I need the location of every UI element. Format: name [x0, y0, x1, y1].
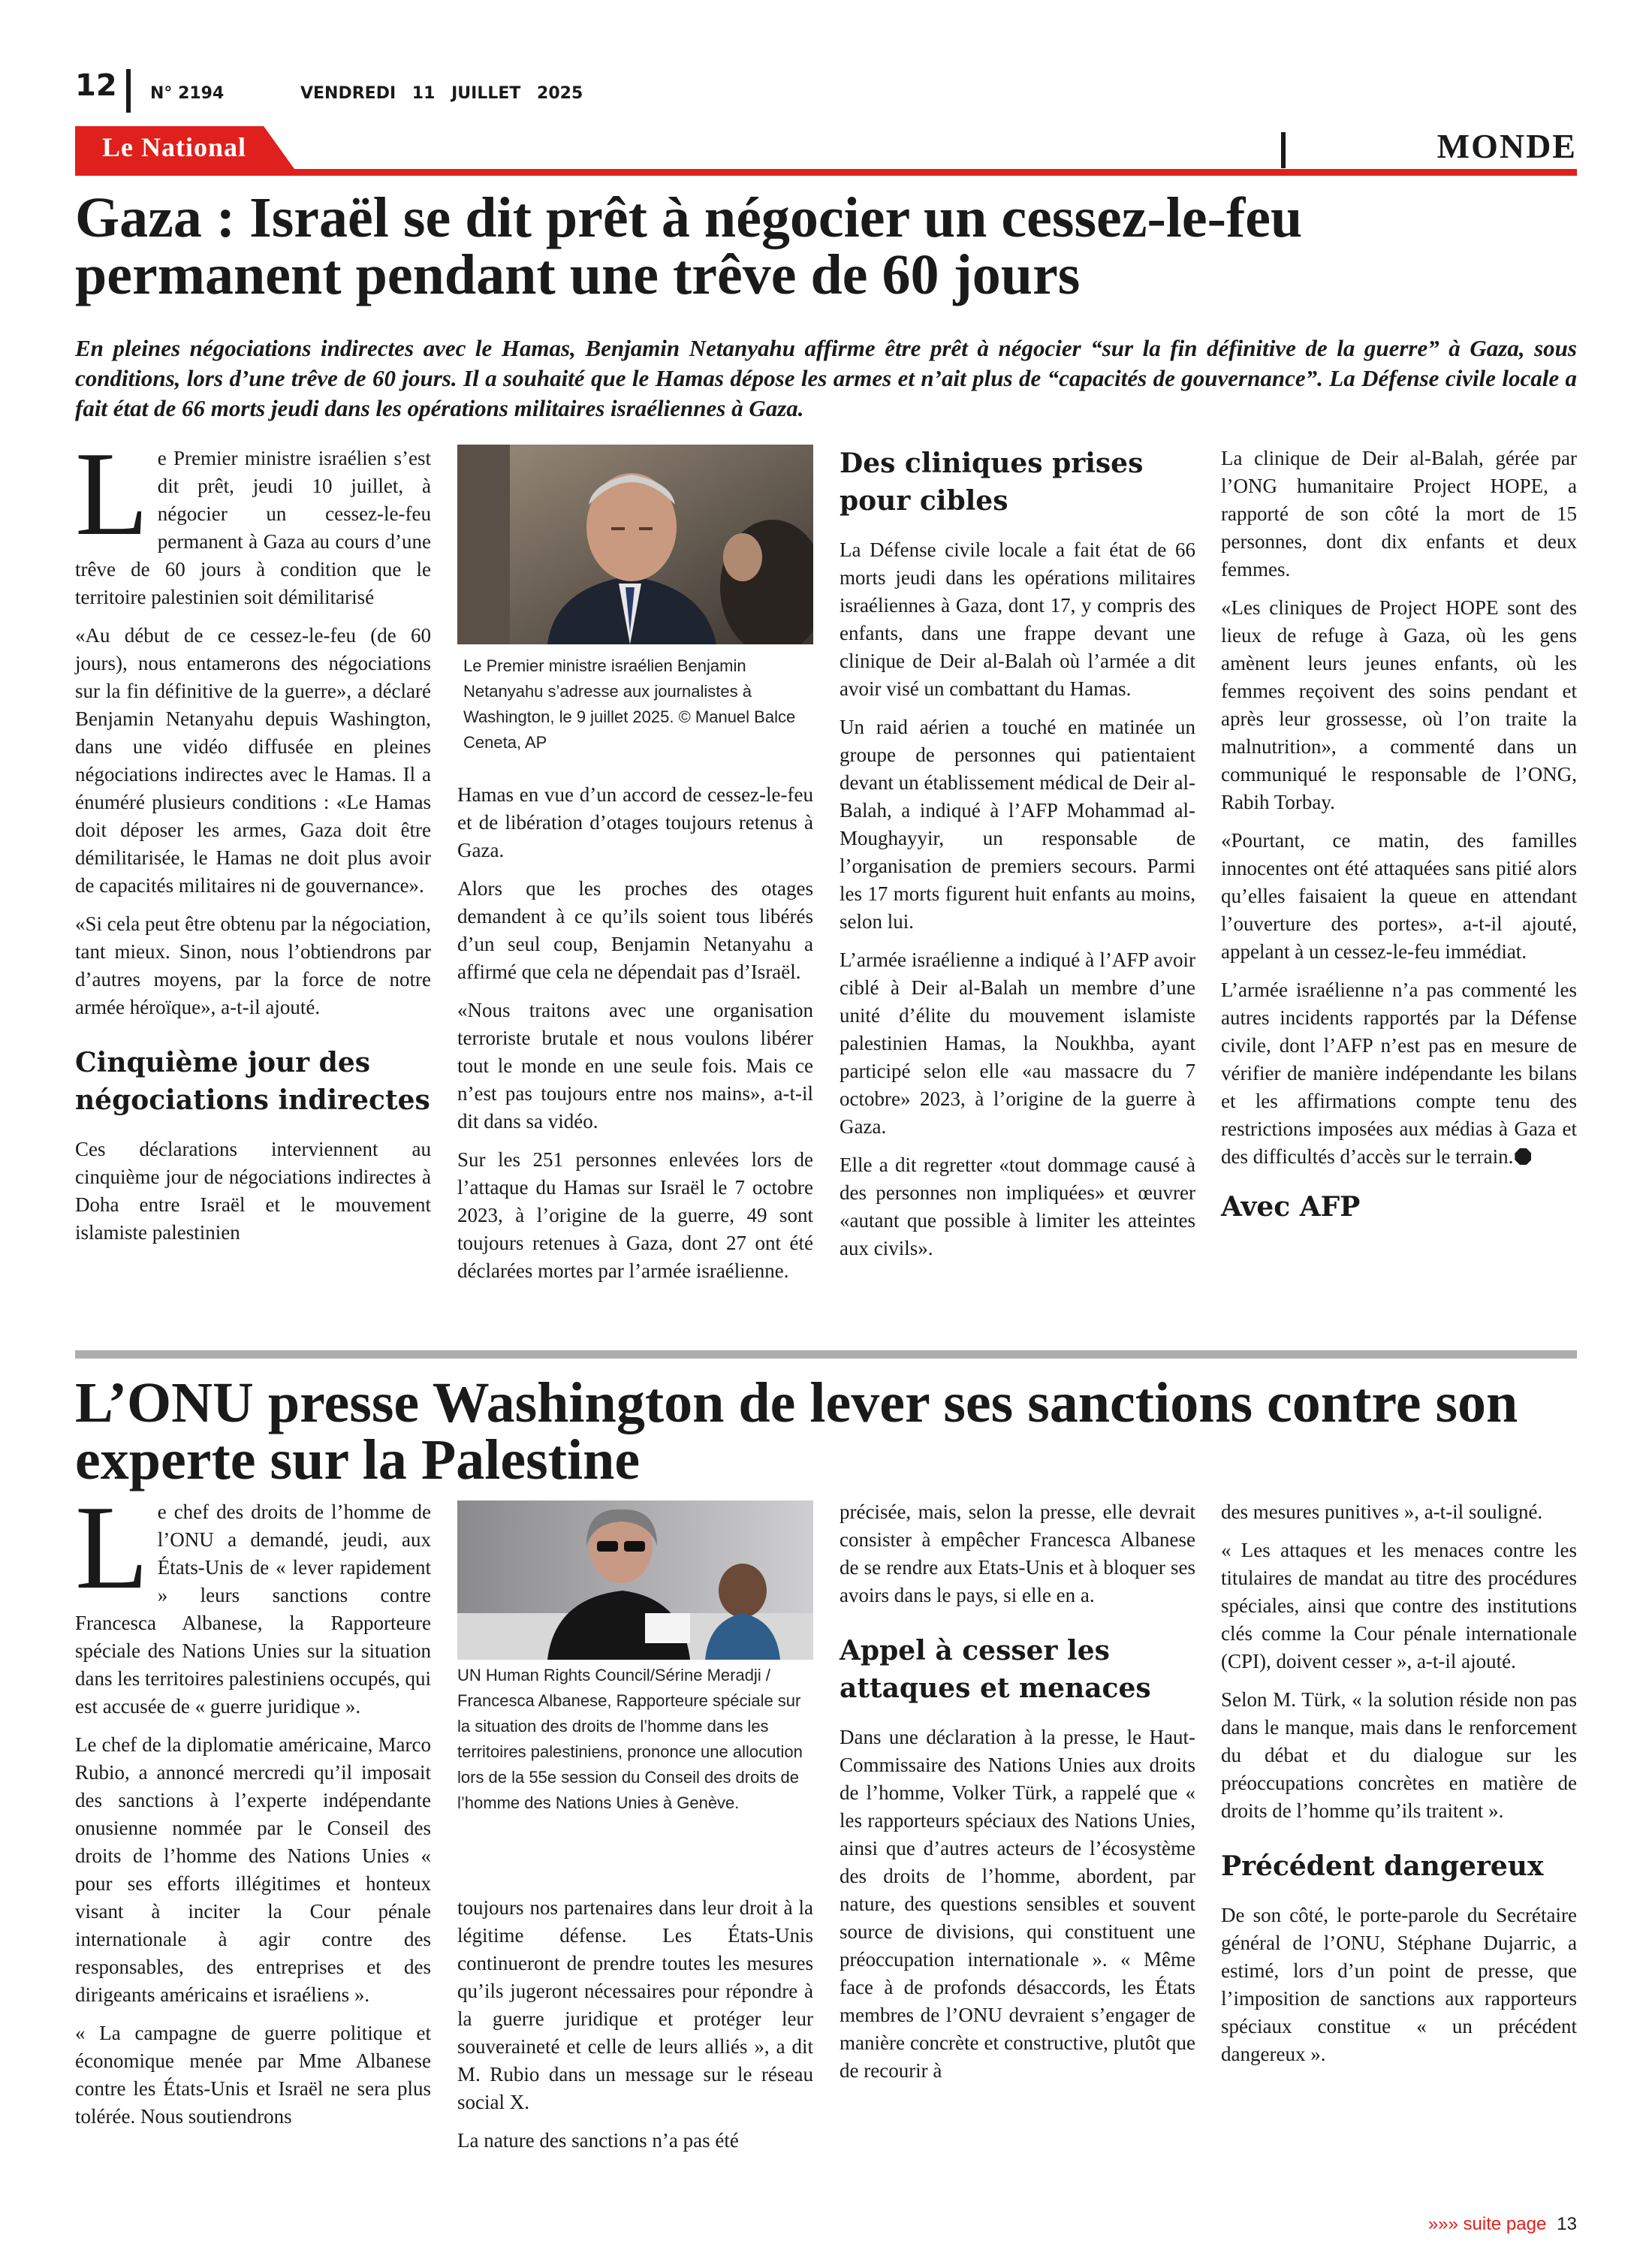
- paragraph: Alors que les proches des otages demandent à ce qu’ils soient tous libérés d’un seul coup, Benjamin Netanyahu a affirmé que cela ne dépendait pas d’Israël.: [457, 877, 813, 983]
- paragraph: Le chef de la diplomatie américaine, Marco Rubio, a annoncé mercredi qu’il imposait des sanctions à l’experte indépendante onusienne nommée par le Conseil des droits de l’homme des Nations Unies « pour ses efforts illégitimes et honteux visant à inciter la Cour pénale internationale à agir contre des responsables, des entreprises et des dirigeants américains et israéliens ».: [75, 1733, 431, 2006]
- section-title: MONDE: [1436, 127, 1577, 165]
- paragraph: « Les attaques et les menaces contre les titulaires de mandat au titre des procédures spéciales, ainsi que contre des institutions clés comme la Cour pénale internationale (CPI), doivent cesser », a-t-il ajouté.: [1221, 1539, 1577, 1672]
- continued-page: 13: [1557, 2214, 1577, 2234]
- article1-lead: En pleines négociations indirectes avec le Hamas, Benjamin Netanyahu affirme être prêt à négocier “sur la fin définitive de la guerre” à Gaza, sous conditions, lors d’une trêve de 60 jours. Il a souhaité que le Hamas dépose les armes et n’ait plus de “capacités de gouvernance”. La Défense civile locale a fait état de 66 morts jeudi dans les opérations militaires israéliennes à Gaza.: [75, 335, 1577, 421]
- subheading: Appel à cesser les attaques et menaces: [840, 1635, 1151, 1704]
- paragraph: des mesures punitives », a-t-il souligné.: [1221, 1500, 1543, 1523]
- paragraph: La nature des sanctions n’a pas été: [457, 2129, 739, 2152]
- article2-column-2: [457, 1894, 813, 2165]
- article2-column-4: [1221, 1498, 1577, 2079]
- paragraph: Ces déclarations interviennent au cinquième jour de négociations indirectes à Doha entre Israël et le mouvement islamiste palestinien: [75, 1138, 431, 1244]
- paragraph: L’armée israélienne n’a pas commenté les autres incidents rapportés par la Défense civile, dont l’AFP n’est pas en mesure de vérifier de manière indépendante les bilans et les affirmations compte tenu des restrictions imposées aux médias à Gaza et des difficultés d’accès sur le terrain.: [1221, 979, 1577, 1168]
- drop-cap: L: [75, 1480, 149, 1614]
- article1-photo: [457, 445, 813, 644]
- paragraph: e chef des droits de l’homme de l’ONU a demandé, jeudi, aux États-Unis de « lever rapidement » leurs sanctions contre Francesca Albanese, la Rapporteure spéciale des Nations Unies sur la situation dans les territoires palestiniens occupés, qui est accusée de « guerre juridique ».: [75, 1500, 431, 1718]
- paragraph: La clinique de Deir al-Balah, gérée par l’ONG humanitaire Project HOPE, a rapporté de son côté la mort de 15 personnes, dont dix enfants et deux femmes.: [1221, 447, 1577, 581]
- byline: Avec AFP: [1221, 1191, 1361, 1223]
- paragraph: « La campagne de guerre politique et économique menée par Mme Albanese contre les États-Unis et Israël ne sera plus tolérée. Nous soutiendrons: [75, 2022, 431, 2128]
- paragraph: Un raid aérien a touché en matinée un groupe de personnes qui patientaient devant un établissement médical de Deir al-Balah, a indiqué à l’AFP Mohammad al-Moughayyir, un responsable de l’organisation de premiers secours. Parmi les 17 morts figurent huit enfants au moins, selon lui.: [840, 716, 1195, 933]
- drop-cap: L: [75, 427, 149, 560]
- article2-column-1: [75, 1480, 431, 2141]
- subheading: Des cliniques prises pour cibles: [840, 448, 1144, 517]
- article-separator: [75, 1350, 1577, 1359]
- paragraph: «Au début de ce cessez-le-feu (de 60 jours), nous entamerons des négociations sur la fin définitive de la guerre», a déclaré Benjamin Netanyahu depuis Washington, dans une vidéo diffusée en pleines négociations indirectes avec le Hamas. Il a énuméré plusieurs conditions : «Le Hamas doit déposer les armes, Gaza doit être démilitarisée, le Hamas ne doit plus avoir de capacités militaires ni de gouvernance».: [75, 624, 431, 897]
- continued-label: »»» suite page: [1427, 2214, 1547, 2234]
- article2-column-3: [840, 1498, 1195, 2095]
- article1-column-1: [75, 427, 431, 1257]
- paragraph: La Défense civile locale a fait état de 66 morts jeudi dans les opérations militaires israéliennes à Gaza, dont 17, y compris des enfants, dans une frappe devant une clinique de Deir al-Balah où l’armée a dit avoir visé un combattant du Hamas.: [840, 538, 1195, 700]
- paragraph: précisée, mais, selon la presse, elle devrait consister à empêcher Francesca Albanese de se rendre aux Etats-Unis et à bloquer ses avoirs dans le pays, si elle en a.: [840, 1500, 1195, 1606]
- paragraph: «Les cliniques de Project HOPE sont des lieux de refuge à Gaza, où les gens amènent leurs jeunes enfants, où les femmes reçoivent des soins pendant et après leur grossesse, où l’on traite la malnutrition», a commenté dans un communiqué le responsable de l’ONG, Rabih Torbay.: [1221, 596, 1577, 813]
- article1-headline: Gaza : Israël se dit prêt à négocier un cessez-le-feu permanent pendant une trêve de 60 jours: [75, 186, 1303, 306]
- paragraph: e Premier ministre israélien s’est dit prêt, jeudi 10 juillet, à négocier un cessez-le-feu permanent à Gaza au cours d’une trêve de 60 jours à condition que le territoire palestinien soit démilitarisé: [75, 447, 431, 608]
- albanese-photo-illustration: [457, 1500, 813, 1660]
- paragraph: toujours nos partenaires dans leur droit à la légitime défense. Les États-Unis continueront de prendre toutes les mesures qu’ils jugeront nécessaires pour répondre à la guerre juridique et protéger leur souveraineté et celle de leurs alliés », a dit M. Rubio dans un message sur le réseau social X.: [457, 1896, 813, 2113]
- paragraph: L’armée israélienne a indiqué à l’AFP avoir ciblé à Deir al-Balah un membre d’une unité d’élite du mouvement islamiste palestinien Hamas, la Noukhba, ayant participé selon elle «au massacre du 7 octobre» 2023, à l’origine de la guerre à Gaza.: [840, 949, 1195, 1138]
- netanyahu-photo-illustration: [457, 445, 813, 644]
- subheading: Cinquième jour des négociations indirectes: [75, 1047, 430, 1116]
- brand-logo: Le National: [102, 132, 247, 162]
- paragraph: Hamas en vue d’un accord de cessez-le-feu et de libération d’otages toujours retenus à Gaza.: [457, 783, 813, 861]
- article2-headline: L’ONU presse Washington de lever ses sanctions contre son experte sur la Palestine: [75, 1371, 1518, 1491]
- continued-reference: [1428, 2214, 1577, 2235]
- paragraph: «Nous traitons avec une organisation terroriste brutale et nous voulons libérer tout le monde en une seule fois. Mais ce n’est pas toujours entre nos mains», a-t-il dit dans sa vidéo.: [457, 999, 813, 1133]
- subheading: Précédent dangereux: [1221, 1850, 1544, 1882]
- paragraph: De son côté, le porte-parole du Secrétaire général de l’ONU, Stéphane Dujarric, a estimé, lors d’un point de presse, que l’imposition de sanctions aux rapporteurs spéciaux constitue « un précédent dangereux ».: [1221, 1904, 1577, 2065]
- issue-number: N° 2194: [150, 84, 225, 103]
- article1-column-3: [840, 445, 1195, 1273]
- paragraph: Elle a dit regretter «tout dommage causé à des personnes non impliquées» et œuvrer «autant que possible à limiter les atteintes aux civils».: [840, 1154, 1195, 1259]
- paragraph: «Pourtant, ce matin, des familles innocentes ont été attaquées sans pitié alors qu’elles faisaient la queue en attendant l’ouverture des portes», a-t-il ajouté, appelant à un cessez-le-feu immédiat.: [1221, 829, 1577, 963]
- paragraph: Dans une déclaration à la presse, le Haut-Commissaire des Nations Unies aux droits de l’homme, Volker Türk, a rappelé que « les rapporteurs spéciaux des Nations Unies, ainsi que d’autres acteurs de l’écosystème des droits de l’homme, abordent, par nature, des questions sensibles et souvent source de divisions, qui constituent une préoccupation internationale ». « Même face à de profonds désaccords, les États membres de l’ONU devraient s’engager de manière concrète et constructive, plutôt que de recourir à: [840, 1726, 1195, 2082]
- paragraph: «Si cela peut être obtenu par la négociation, tant mieux. Sinon, nous l’obtiendrons par d’autres moyens, par la force de notre armée héroïque», a-t-il ajouté.: [75, 912, 431, 1018]
- article1-photo-caption: Le Premier ministre israélien Benjamin Netanyahu s’adresse aux journalistes à Washington, le 9 juillet 2025. © Manuel Balce Ceneta, AP: [463, 656, 796, 752]
- section-divider: [1281, 132, 1286, 168]
- article1-column-2: [457, 781, 813, 1295]
- folio-divider: [126, 69, 131, 113]
- article1-column-4: [1221, 445, 1577, 1223]
- paragraph: Sur les 251 personnes enlevées lors de l’attaque du Hamas sur Israël le 7 octobre 2023, à l’origine de la guerre, 49 sont toujours retenues à Gaza, dont 27 ont été déclarées mortes par l’armée israélienne.: [457, 1148, 813, 1282]
- paragraph: Selon M. Türk, « la solution réside non pas dans le manque, mais dans le renforcement du débat et du dialogue sur les préoccupations concrètes en matière de droits de l’homme qu’ils traitent ».: [1221, 1688, 1577, 1822]
- article2-photo: [457, 1500, 813, 1660]
- article2-photo-caption: UN Human Rights Council/Sérine Meradji / Francesca Albanese, Rapporteure spéciale sur la situation des droits de l’homme dans les territoires palestiniens, prononce une allocution lors de la 55e session du Conseil des droits de l’homme des Nations Unies à Genève.: [457, 1666, 803, 1812]
- header-rule: [75, 169, 1577, 176]
- end-mark-icon: [1515, 1148, 1531, 1165]
- page-number: 12: [75, 68, 117, 103]
- issue-date: VENDREDI 11 JUILLET 2025: [300, 84, 583, 103]
